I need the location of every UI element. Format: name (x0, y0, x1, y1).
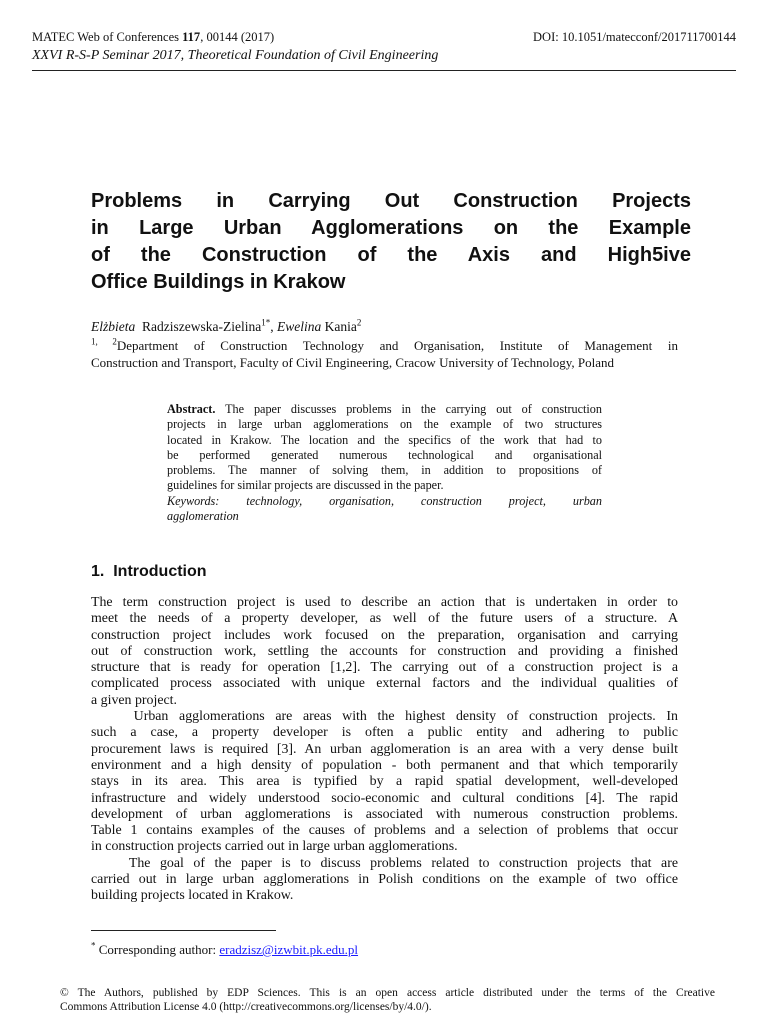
body-line: environment and a high density of population - both permanent and that which temporarily (91, 757, 678, 773)
body-line: a given project. (91, 692, 178, 708)
abstract-line: projects in large urban agglomerations on the example of two structures (167, 417, 602, 432)
body-line: procurement laws is required [3]. An urban agglomeration is an area with a very dense built (91, 741, 678, 757)
article-number: , 00144 (2017) (200, 30, 275, 44)
affiliation (91, 337, 678, 371)
body-line: out of construction work, settling the accounts for construction and providing a finished (91, 643, 678, 659)
body-line: building projects located in Krakow. (91, 888, 294, 904)
body-line: Urban agglomerations are areas with the highest density of construction projects. In (91, 709, 678, 725)
author-email-link[interactable]: eradzisz@izwbit.pk.edu.pl (219, 942, 359, 957)
journal-header (32, 30, 274, 45)
affiliation-superscript: 1, 2 (91, 336, 117, 347)
body-line: structure that is ready for operation [1,2]. The carrying out of a construction project is a (91, 660, 678, 676)
body-line: in construction projects carried out in large urban agglomerations. (91, 839, 458, 855)
author-superscript: 1* (261, 317, 271, 328)
abstract-line: problems. The manner of solving them, in addition to propositions of (167, 463, 602, 478)
affiliation-line: Construction and Transport, Faculty of Civil Engineering, Cracow University of Technology, Poland (91, 355, 615, 370)
author-superscript: 2 (356, 317, 362, 328)
abstract-line: be performed generated numerous technological and organisational (167, 447, 602, 462)
author-first-name: Elżbieta (91, 319, 136, 334)
author-last-name: Kania (324, 319, 357, 334)
license-notice (60, 986, 715, 1014)
footnote-mark: * (91, 940, 96, 951)
body-line: stays in its area. This area is typified by a rapid spatial development, well-developed (91, 774, 678, 790)
section-heading: 1. Introduction (91, 563, 207, 580)
seminar-name: XXVI R-S-P Seminar 2017, Theoretical Foundation of Civil Engineering (32, 48, 439, 63)
author-separator: , (270, 319, 277, 334)
body-line: The goal of the paper is to discuss problems related to construction projects that are (91, 855, 678, 871)
body-line: The term construction project is used to describe an action that is undertaken in order to (91, 595, 678, 610)
license-line: Commons Attribution License 4.0 (http://creativecommons.org/licenses/by/4.0/). (60, 1001, 432, 1013)
footnote (91, 942, 358, 958)
author-list (91, 319, 361, 335)
title-line: of the Construction of the Axis and High5ive (91, 244, 691, 266)
body-line: construction project includes work focused on the preparation, organisation and carrying (91, 627, 678, 643)
journal-name: MATEC Web of Conferences (32, 30, 183, 44)
title-line: Problems in Carrying Out Construction Projects (91, 190, 691, 212)
body-line: Table 1 contains examples of the causes of problems and a selection of problems that occur (91, 823, 678, 839)
abstract-line: located in Krakow. The location and the specifics of the work that had to (167, 432, 602, 447)
doi: DOI: 10.1051/matecconf/201711700144 (533, 30, 736, 44)
footnote-label: Corresponding author: (95, 942, 220, 957)
abstract-line: guidelines for similar projects are discussed in the paper. (167, 478, 444, 493)
keywords: agglomeration (167, 509, 239, 524)
keywords: Keywords: technology, organisation, construction project, urban (167, 493, 602, 508)
body-line: development of urban agglomerations is associated with numerous construction problems. (91, 806, 678, 822)
paper-title (91, 188, 691, 296)
body-line: carried out in large urban agglomerations in Polish conditions on the example of two office (91, 872, 678, 888)
title-line: in Large Urban Agglomerations on the Example (91, 217, 691, 239)
body-text (91, 595, 678, 905)
body-line: infrastructure and widely understood socio-economic and cultural conditions [4]. The rapid (91, 790, 678, 806)
affiliation-text: Department of Construction Technology and Organisation, Institute of Management in (116, 338, 678, 353)
body-line: such a case, a property developer is often a public entity and adhering to public (91, 725, 678, 741)
abstract (167, 402, 602, 524)
journal-volume: 117 (182, 30, 201, 44)
body-line: complicated process associated with unique external factors and the individual qualities of (91, 676, 678, 692)
body-line: meet the needs of a property developer, as well of the future users of a structure. A (91, 611, 678, 627)
author-last-name: Radziszewska-Zielina (142, 319, 262, 334)
author-first-name: Ewelina (276, 319, 322, 334)
footnote-divider (91, 930, 276, 931)
abstract-text: The paper discusses problems in the carrying out of construction (215, 402, 602, 416)
license-line: © The Authors, published by EDP Sciences. This is an open access article distributed under the terms of the Creative (60, 987, 715, 999)
header-divider (32, 70, 736, 71)
affiliation-line (91, 337, 678, 354)
abstract-line (167, 402, 602, 417)
abstract-label: Abstract. (167, 402, 216, 416)
title-line: Office Buildings in Krakow (91, 271, 346, 293)
